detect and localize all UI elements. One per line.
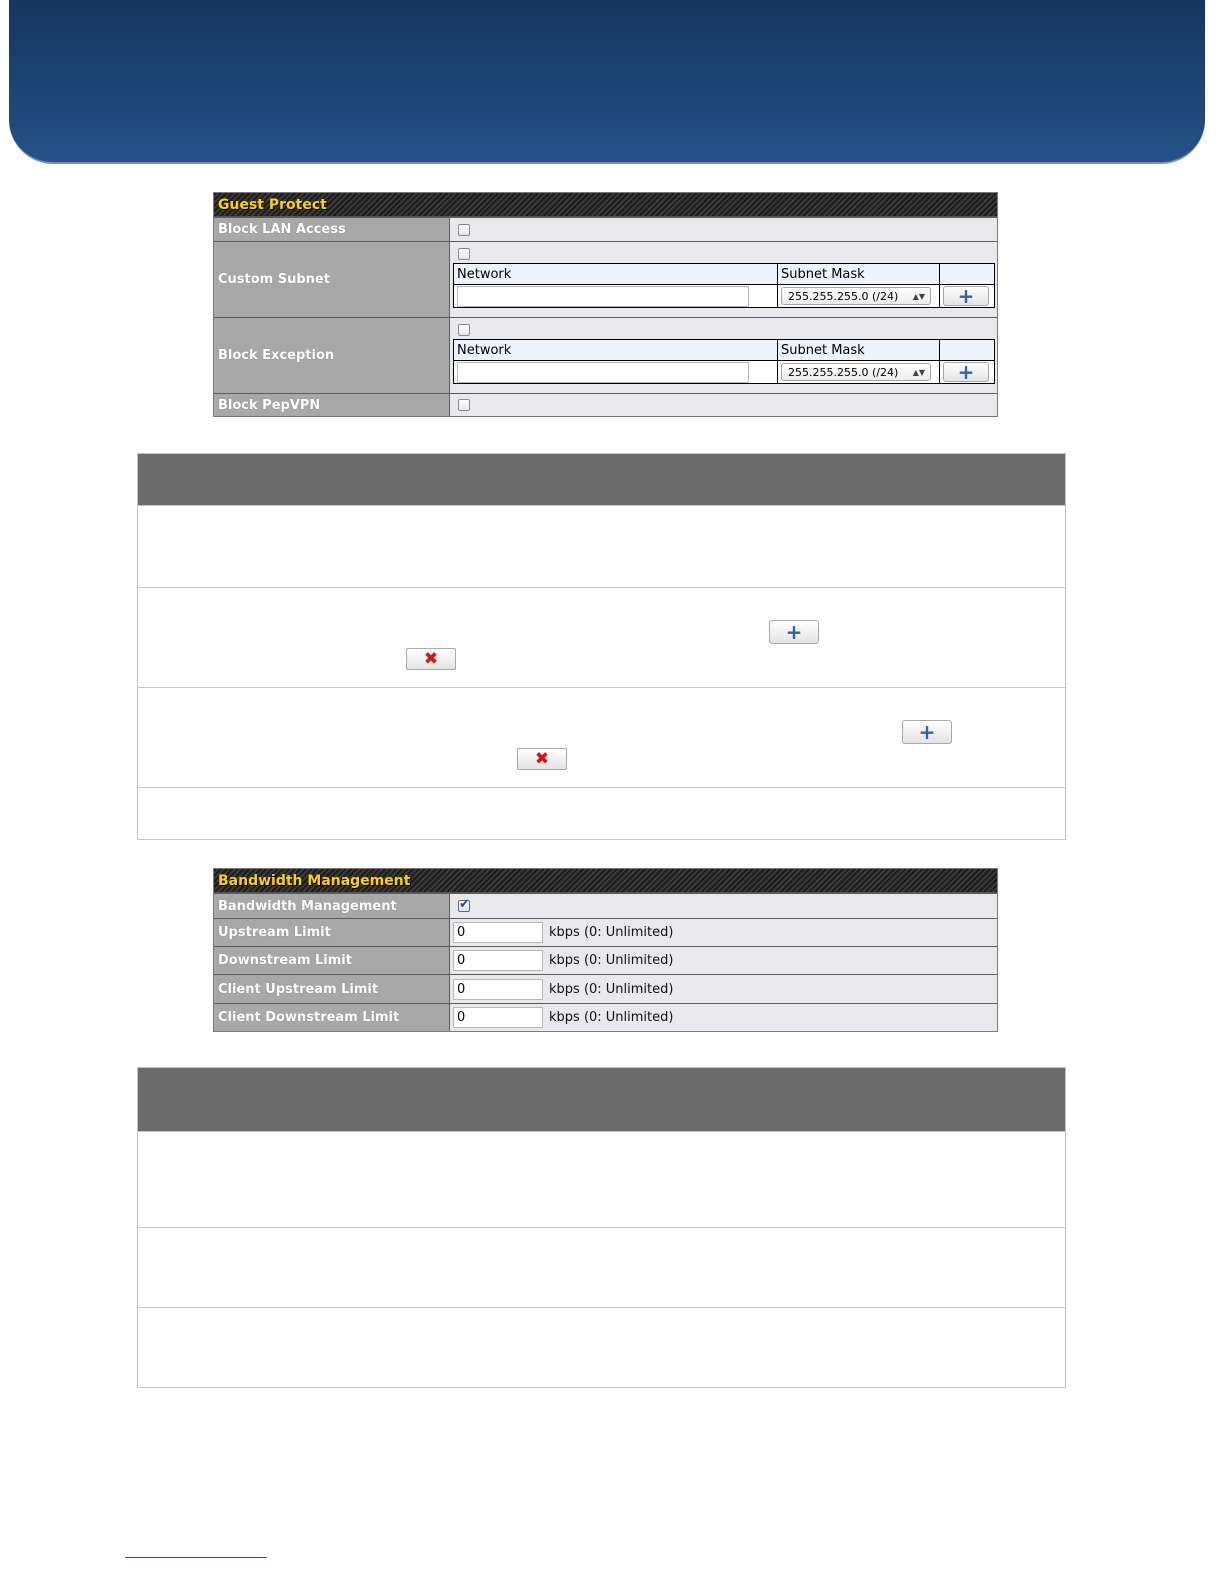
guest-protect-title: Guest Protect	[214, 193, 997, 217]
downstream-limit-label: Downstream Limit	[214, 947, 450, 974]
client-downstream-limit-input[interactable]: 0	[453, 1007, 543, 1028]
bandwidth-description-table	[137, 1067, 1066, 1388]
description-delete-button[interactable]	[406, 648, 456, 670]
description-row	[138, 587, 1065, 687]
subnet-mask-header: Subnet Mask	[778, 264, 940, 285]
description-delete-button[interactable]	[517, 748, 567, 770]
bandwidth-management-checkbox[interactable]	[458, 900, 470, 912]
guest-protect-description-table	[137, 453, 1066, 840]
description-row	[138, 1307, 1065, 1387]
description-add-button[interactable]	[902, 720, 952, 744]
description-row	[138, 505, 1065, 587]
block-pepvpn-checkbox[interactable]	[458, 399, 470, 411]
action-header	[940, 340, 995, 361]
block-exception-checkbox[interactable]	[458, 324, 470, 336]
upstream-limit-row	[214, 918, 997, 946]
description-add-button[interactable]	[769, 620, 819, 644]
header-banner	[9, 0, 1205, 164]
block-exception-row	[214, 317, 997, 393]
block-lan-access-checkbox[interactable]	[458, 224, 470, 236]
description-row	[138, 687, 1065, 787]
bandwidth-management-row	[214, 893, 997, 918]
description-table-header	[138, 1068, 1065, 1131]
custom-subnet-table	[453, 263, 995, 308]
subnet-mask-header: Subnet Mask	[778, 340, 940, 361]
network-header: Network	[454, 264, 778, 285]
description-row	[138, 1227, 1065, 1307]
custom-subnet-checkbox[interactable]	[458, 248, 470, 260]
block-pepvpn-row	[214, 393, 997, 416]
custom-subnet-label: Custom Subnet	[214, 242, 450, 317]
bandwidth-management-title: Bandwidth Management	[214, 869, 997, 893]
select-arrows-icon: ▲▼	[912, 367, 925, 377]
client-downstream-limit-label: Client Downstream Limit	[214, 1004, 450, 1031]
custom-subnet-mask-value: 255.255.255.0 (/24)	[788, 289, 899, 303]
select-arrows-icon: ▲▼	[912, 291, 925, 301]
close-icon: ✖	[423, 648, 439, 669]
custom-subnet-row	[214, 241, 997, 317]
block-exception-add-button[interactable]	[943, 362, 989, 382]
client-upstream-limit-input[interactable]: 0	[453, 979, 543, 1000]
block-exception-label: Block Exception	[214, 318, 450, 393]
block-exception-network-input[interactable]	[457, 362, 749, 383]
description-table-header	[138, 454, 1065, 505]
downstream-limit-input[interactable]: 0	[453, 950, 543, 971]
close-icon: ✖	[534, 748, 550, 769]
plus-icon: +	[918, 720, 936, 744]
upstream-limit-unit: kbps (0: Unlimited)	[549, 925, 674, 940]
footer-link-underline	[125, 1557, 267, 1558]
plus-icon: +	[957, 360, 975, 384]
block-lan-access-label: Block LAN Access	[214, 218, 450, 241]
description-row	[138, 787, 1065, 839]
block-exception-table	[453, 339, 995, 384]
custom-subnet-add-button[interactable]	[943, 286, 989, 306]
custom-subnet-network-input[interactable]	[457, 286, 749, 307]
plus-icon: +	[957, 284, 975, 308]
block-pepvpn-label: Block PepVPN	[214, 394, 450, 416]
network-header: Network	[454, 340, 778, 361]
action-header	[940, 264, 995, 285]
block-exception-mask-select[interactable]	[781, 363, 931, 381]
client-upstream-limit-label: Client Upstream Limit	[214, 975, 450, 1003]
downstream-limit-row	[214, 946, 997, 974]
client-upstream-limit-unit: kbps (0: Unlimited)	[549, 981, 674, 997]
custom-subnet-mask-select[interactable]	[781, 287, 931, 305]
description-row	[138, 1131, 1065, 1227]
block-lan-access-row	[214, 217, 997, 241]
block-exception-mask-value: 255.255.255.0 (/24)	[788, 365, 899, 379]
client-downstream-limit-row	[214, 1003, 997, 1031]
downstream-limit-unit: kbps (0: Unlimited)	[549, 953, 674, 968]
bandwidth-management-panel	[213, 868, 998, 1032]
plus-icon: +	[785, 620, 803, 644]
client-upstream-limit-row	[214, 974, 997, 1003]
bandwidth-management-label: Bandwidth Management	[214, 894, 450, 918]
client-downstream-limit-unit: kbps (0: Unlimited)	[549, 1010, 674, 1025]
upstream-limit-label: Upstream Limit	[214, 919, 450, 946]
upstream-limit-input[interactable]: 0	[453, 922, 543, 943]
guest-protect-panel	[213, 192, 998, 417]
